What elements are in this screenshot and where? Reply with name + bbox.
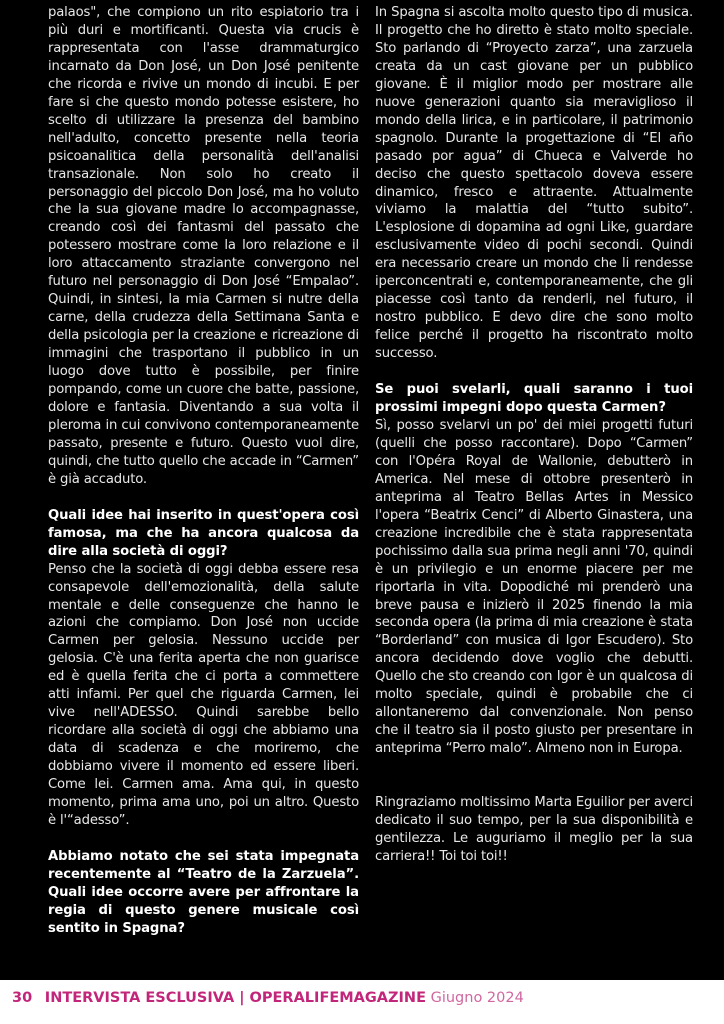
answer-paragraph-1: palaos", che compiono un rito espiatorio tra i più duri e mortificanti. Questa via crucis è rappresentata con l'asse drammaturgico incarnato da Don José, un Don José penitente che ricorda e rivive un mondo di incubi. E per fare si che questo mondo potesse esistere, ho scelto di utilizzare la presenza del bambino nell'adulto, concetto presente nella teoria psicoanalitica della personalità dell'analisi transazionale. Non solo ho creato il personaggio del piccolo Don José, ma ho voluto che la sua giovane madre lo accompagnasse, creando così dei fantasmi del passato che potessero mostrare come la loro relazione e il loro attaccamento straziante convergono nel futuro nel personaggio di Don José “Empalao”. Quindi, in sintesi, la mia Carmen si nutre della carne, della crudezza della Settimana Santa e della psicologia per la creazione e ricreazione di immagini che trasportano il pubblico in un luogo dove tutto è possibile, per finire pompando, come un cuore che batte, passione, dolore e fantasia. Diventando a sua volta il pleroma in cui convivono contemporaneamente passato, presente e futuro. Questo vuol dire, quindi, che tutto quello che accade in “Carmen” è già accaduto. (48, 5, 359, 487)
spacer (375, 758, 693, 794)
page-footer (12, 990, 524, 1006)
question-heading-2: Quali idee hai inserito in quest'opera così famosa, ma che ha ancora qualcosa da dire alla società di oggi? (48, 507, 359, 559)
answer-paragraph-3: In Spagna si ascolta molto questo tipo di musica. Il progetto che ho diretto è stato molto speciale. Sto parlando di “Proyecto zarza”, una zarzuela creata da un cast giovane per un pubblico giovane. È il miglior modo per mostrare alle nuove generazioni quanto sia meraviglioso il mondo della lirica, e in particolare, il patrimonio spagnolo. Durante la progettazione di “El año pasado por agua” di Chueca e Valverde ho deciso che questo spettacolo doveva essere dinamico, fresco e attraente. Attualmente viviamo la malattia del “tutto subito”. L'esplosione di dopamina ad ogni Like, guardare esclusivamente video di pochi secondi. Quindi era necessario creare un mondo che li rendesse iperconcentrati e, contemporaneamente, che gli piacesse così tanto da renderli, nel futuro, il nostro pubblico. E devo dire che sono molto felice perché il progetto ha riscontrato molto successo. (375, 5, 693, 362)
spacer (48, 489, 359, 507)
question-heading-3: Abbiamo notato che sei stata impegnata recentemente al “Teatro de la Zarzuela”. Quali idee occorre avere per affrontare la regia di questo genere musicale così sentito in Spagna? (48, 848, 359, 936)
thanks-paragraph: Ringraziamo moltissimo Marta Eguilior per averci dedicato il suo tempo, per la sua disponibilità e gentilezza. Le auguriamo il meglio per la sua carriera!! Toi toi toi!! (375, 795, 693, 864)
footer-date: Giugno 2024 (430, 990, 524, 1006)
spacer (375, 363, 693, 381)
right-column (375, 4, 693, 866)
footer-section-title: INTERVISTA ESCLUSIVA | OPERALIFEMAGAZINE (44, 990, 426, 1006)
answer-paragraph-2: Penso che la società di oggi debba essere resa consapevole dell'emozionalità, della salute mentale e delle conseguenze che hanno le azioni che compiamo. Don José non uccide Carmen per gelosia. Nessuno uccide per gelosia. C'è una ferita aperta che non guarisce ed è quella ferita che ci porta a commettere atti infami. Per quel che riguarda Carmen, lei vive nell'ADESSO. Quindi sarebbe bello ricordare alla società di oggi che abbiamo una data di scadenza e che moriremo, che dobbiamo vivere il momento ed essere liberi. Come lei. Carmen ama. Ama qui, in questo momento, prima ama uno, poi un altro. Questo è l'“adesso”. (48, 561, 359, 828)
left-column (48, 4, 359, 938)
spacer (48, 830, 359, 848)
answer-paragraph-4: Sì, posso svelarvi un po' dei miei progetti futuri (quelli che posso raccontare). Dopo “Carmen” con l'Opéra Royal de Wallonie, debutterò in America. Nel mese di ottobre presenterò in anteprima al Teatro Bellas Artes in Messico l'opera “Beatrix Cenci” di Alberto Ginastera, una creazione incredibile che è stata rappresentata pochissimo dalla sua prima negli anni '70, quindi è un privilegio e un enorme piacere per me riportarla in vita. Dopodiché mi prenderò una breve pausa e inizierò il 2025 finendo la mia seconda opera (la prima di mia creazione è stata “Borderland” con musica di Igor Escudero). Sto ancora decidendo dove voglio che debutti. Quello che sto creando con Igor è un qualcosa di molto speciale, quindi è probabile che ci allontaneremo dal convenzionale. Non penso che il teatro sia il posto giusto per presentare in anteprima “Perro malo”. Almeno non in Europa. (375, 417, 693, 757)
question-heading-4: Se puoi svelarli, quali saranno i tuoi prossimi impegni dopo questa Carmen? (375, 382, 693, 416)
page-number: 30 (12, 990, 33, 1006)
